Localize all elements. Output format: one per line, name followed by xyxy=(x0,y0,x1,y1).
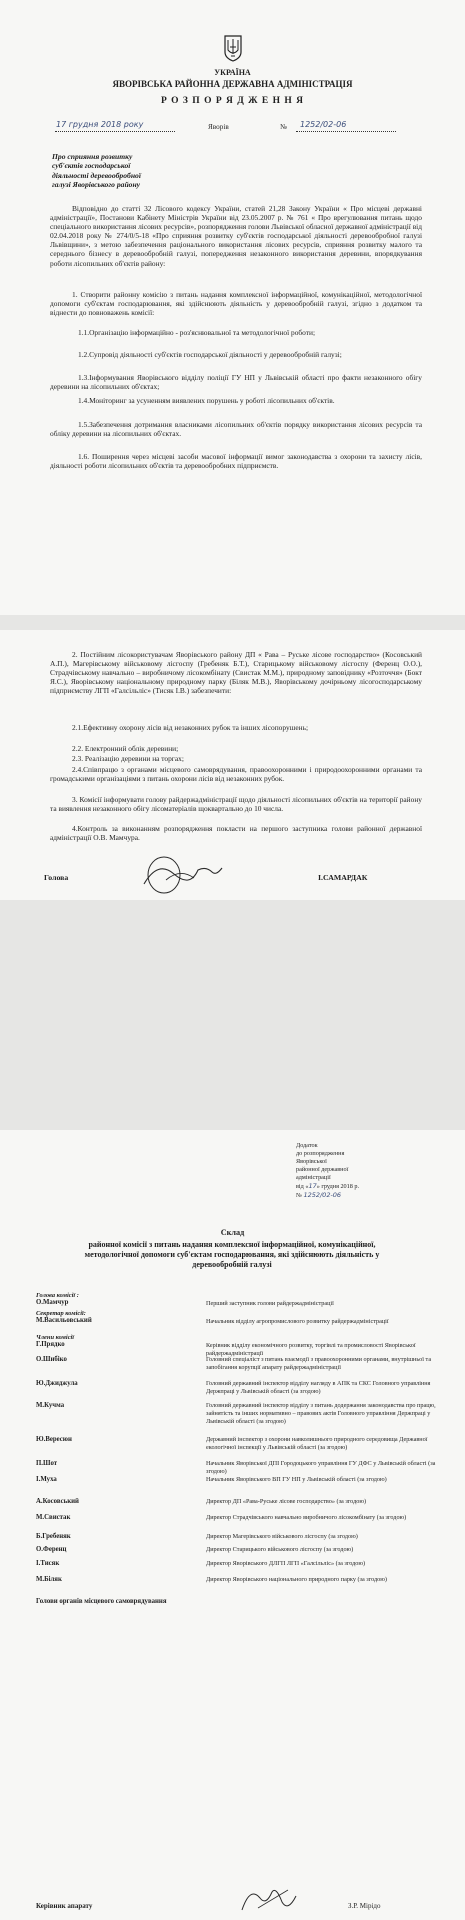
member-role: Секретар комісії: xyxy=(36,1310,86,1317)
member-name: О.Мамчур xyxy=(36,1299,69,1306)
member-name-cell xyxy=(36,1460,186,1467)
member-name: М.Васильовський xyxy=(36,1317,92,1324)
appendix-header-line: до розпорядження xyxy=(296,1150,345,1157)
item-1-3: 1.3.Інформування Яворівського відділу поліції ГУ НП у Львівській області про факти незаконного обігу деревини на лісопильних об'єктах; xyxy=(50,373,422,392)
member-name: А.Косовський xyxy=(36,1498,79,1505)
member-name: П.Шот xyxy=(36,1460,58,1467)
member-name: І.Муха xyxy=(36,1476,57,1483)
member-name-cell xyxy=(36,1292,186,1306)
item-2-3: 2.3. Реалізацію деревини на торгах; xyxy=(72,754,184,763)
appendix-header-line: адміністрації xyxy=(296,1174,331,1181)
item-1-4: 1.4.Моніторинг за усуненням виявлених порушень у роботі лісопильних об'єктів. xyxy=(78,396,335,405)
item-2-4: 2.4.Співпрацю з органами місцевого самоврядування, правоохоронними і природоохоронними органами та громадськими організаціями з питань охорони лісів від незаконних рубок. xyxy=(50,765,422,784)
subject-line: суб'єктів господарської xyxy=(52,161,131,171)
item-2-2: 2.2. Електронний облік деревини; xyxy=(72,744,179,753)
appendix-signature-icon xyxy=(238,1882,298,1916)
member-position: Директор Страдчівського навчально виробничого лісокомбінату (за згодою) xyxy=(206,1514,407,1521)
coat-of-arms-icon xyxy=(223,34,243,62)
member-position: Директор Яворівського національного природного парку (за згодою) xyxy=(206,1576,387,1583)
item-2-1: 2.1.Ефективну охорону лісів від незаконних рубок та інших лісопорушень; xyxy=(72,723,308,732)
appendix-number-line xyxy=(296,1191,359,1200)
member-name: М.Біляк xyxy=(36,1576,62,1583)
appendix-header-line: Додаток xyxy=(296,1142,318,1149)
appendix-header-line: Яворівської xyxy=(296,1158,327,1165)
member-name: О.Ференц xyxy=(36,1546,67,1553)
member-position: Начальник Яворівської ДПІ Городоцького управління ГУ ДФС у Львівській області (за згодою) xyxy=(206,1460,436,1475)
member-position: Директор Яворівського ДЛГП ЛГП «Галсільліс» (за згодою) xyxy=(206,1560,366,1567)
member-position: Керівник відділу економічного розвитку, торгівлі та промисловості Яворівської райдержадміністрації xyxy=(206,1342,416,1357)
member-name-cell xyxy=(36,1533,186,1540)
member-name: Г.Прядко xyxy=(36,1341,65,1348)
member-name-cell xyxy=(36,1546,186,1553)
subject-line: Про сприяння розвитку xyxy=(52,152,133,161)
member-name-cell xyxy=(36,1356,186,1363)
date-rest: » грудня 2018 р. xyxy=(316,1183,360,1190)
item-1-1: 1.1.Організацію інформаційно - роз'яснювальної та методологічної роботи; xyxy=(78,328,316,337)
authority-name: ЯВОРІВСЬКА РАЙОННА ДЕРЖАВНА АДМІНІСТРАЦІЯ xyxy=(112,79,353,89)
member-name-cell xyxy=(36,1560,186,1567)
member-name: О.Шибіко xyxy=(36,1356,67,1363)
member-position: Головний державний інспектор відділу нагляду в АПК та СКС Головного управління Держпраці у Львівській області (за згодою) xyxy=(206,1380,431,1395)
member-name: М.Свистак xyxy=(36,1514,71,1521)
order-number: 1252/02-06 xyxy=(300,120,347,129)
member-name-cell xyxy=(36,1476,186,1483)
item-1: 1. Створити районну комісію з питань надання комплексної інформаційної, комунікаційної, методологічної допомоги суб'єктам господарювання, які здійснюють діяльність у деревообробній галузі, згідно з додатком та віднести до повноважень комісії: xyxy=(50,290,422,318)
member-position: Перший заступник голови райдержадміністрації xyxy=(206,1300,334,1307)
member-name: Ю.Джиджула xyxy=(36,1380,78,1387)
member-name-cell xyxy=(36,1598,186,1605)
member-name: М.Кучма xyxy=(36,1402,65,1409)
member-position: Директор ДП «Рава-Руське лісове господарство» (за згодою) xyxy=(206,1498,367,1505)
member-position: Директор Магерівського військового лісгоспу (за згодою) xyxy=(206,1533,358,1540)
member-name-cell xyxy=(36,1436,186,1443)
country-name: УКРАЇНА xyxy=(214,68,251,77)
subject-block xyxy=(52,152,141,190)
member-position: Начальник відділу агропромислового розвитку райдержадміністрації xyxy=(206,1318,389,1325)
date-underline xyxy=(55,131,175,132)
member-name: І.Тисяк xyxy=(36,1560,60,1567)
member-name: Голови органів місцевого самоврядування xyxy=(36,1598,167,1605)
member-name-cell xyxy=(36,1310,186,1324)
member-name-cell xyxy=(36,1380,186,1387)
member-name-cell xyxy=(36,1402,186,1409)
member-position: Начальник Яворівського ВП ГУ НП у Львівській області (за згодою) xyxy=(206,1476,387,1483)
preamble: Відповідно до статті 32 Лісового кодексу України, статей 21,28 Закону України « Про місцеві державні адміністрації», Постанови Кабінету Міністрів України від 23.05.2007 р. № 761 « Про врегулювання питань щодо спеціального використання лісових ресурсів», розпорядження голови Львівської обласної державної адміністрації від 02.04.2018 року № 274/0/5-18 «Про сприяння розвитку суб'єктів господарської діяльності деревообробної галузі Львівщини», з метою забезпечення раціонального використання лісових ресурсів, сприяння розвитку малого та середнього бізнесу в деревообробній галузі, попередження незаконного використання деревини, впорядкування роботи лісопильних об'єктів району: xyxy=(50,204,422,268)
date-prefix: від « xyxy=(296,1183,309,1190)
subject-line: діяльності деревообробної xyxy=(52,170,141,180)
item-4: 4.Контроль за виконанням розпорядження покласти на першого заступника голови районної державної адміністрації О.В. Мамчура. xyxy=(50,824,422,843)
document-type: Р О З П О Р Я Д Ж Е Н Н Я xyxy=(160,96,305,106)
member-name: Б.Гребеняк xyxy=(36,1533,71,1540)
order-page-1 xyxy=(0,0,465,615)
member-name-cell xyxy=(36,1576,186,1583)
subject-line: галузі Яворівського району xyxy=(52,180,141,190)
member-name-cell xyxy=(36,1514,186,1521)
member-position: Державний інспектор з охорони навколишнього природного середовища Державної екологічної інспекції у Львівській області (за згодою) xyxy=(206,1436,428,1451)
item-2: 2. Постійним лісокористувачам Яворівського району ДП « Рава – Руське лісове господарство» (Косовський А.П.), Магерівському військовому лісгоспу (Гребеняк Б.Т.), Старицькому військовому лісгоспу (Ференц О.О.), Страдчівському навчально – виробничому лісокомбінату (Свистак М.М.), природному заповіднику «Розточчя» (Бокт Я.С.), Яворівському національному природному парку (Біляк М.В.), Яворівському дочірньому лісогосподарському підприємству ЛГП «Галсільліс» (Тисяк І.В.) забезпечити: xyxy=(50,650,422,696)
number-prefix: № xyxy=(296,1192,302,1199)
signature-title: Голова xyxy=(44,873,69,882)
appendix-signature-name: З.Р. Мірідо xyxy=(348,1902,381,1910)
appendix-signature-title: Керівник апарату xyxy=(36,1902,93,1910)
member-role: Голова комісії : xyxy=(36,1292,79,1299)
member-position: Директор Старицького військового лісгоспу (за згодою) xyxy=(206,1546,354,1553)
item-1-6: 1.6. Поширення через місцеві засоби масової інформації вимог законодавства з охорони та захисту лісів, діяльності роботи лісопильних об'єктів та деревообробних підприємств. xyxy=(50,452,422,471)
order-date: 17 грудня 2018 року xyxy=(56,120,144,129)
member-role: Члени комісії xyxy=(36,1334,75,1341)
number-underline xyxy=(296,131,396,132)
order-page-2 xyxy=(0,630,465,900)
signature-icon xyxy=(136,850,226,898)
member-name: Ю.Вересюн xyxy=(36,1436,72,1443)
member-position: Головний державний інспектор відділу з питань додержання законодавства про працю, зайнятість та інших нормативно – правових актів Головного управління Держпраці у Львівській області (за згодою) xyxy=(206,1402,436,1425)
date-day: 17 xyxy=(308,1182,317,1190)
appendix-subtitle: районної комісії з питань надання комплексної інформаційної, комунікаційної, методологічної допомоги суб'єктам господарювання, які здійснюють діяльність у деревообробній галузі xyxy=(84,1240,380,1269)
number-label: № xyxy=(280,123,287,131)
item-3: 3. Комісії інформувати голову райдержадміністрації щодо діяльності лісопильних об'єктів на території району та виявлення незаконного обігу лісоматеріалів щоквартально до 10 числа. xyxy=(50,795,422,814)
appendix-page xyxy=(0,1130,465,1920)
appendix-title: Склад xyxy=(220,1228,245,1237)
member-position: Головний спеціаліст з питань взаємодії з правоохоронними органами, внутрішньої та запобігання корупції апарату райдержадміністрації xyxy=(206,1356,432,1371)
item-1-2: 1.2.Супровід діяльності суб'єктів господарської діяльності у деревообробній галузі; xyxy=(78,350,342,359)
order-city: Яворів xyxy=(208,123,229,131)
signature-name: І.САМАРДАК xyxy=(318,873,368,882)
appendix-date-line xyxy=(296,1182,359,1191)
appendix-header xyxy=(296,1142,359,1200)
appendix-number: 1252/02-06 xyxy=(303,1191,342,1199)
member-name-cell xyxy=(36,1334,186,1348)
item-1-5: 1.5.Забезпечення дотримання власниками лісопильних об'єктів порядку використання лісових ресурсів та обліку деревини на лісопильних об'єктах. xyxy=(50,420,422,439)
member-name-cell xyxy=(36,1498,186,1505)
appendix-header-line: районної державної xyxy=(296,1166,349,1173)
